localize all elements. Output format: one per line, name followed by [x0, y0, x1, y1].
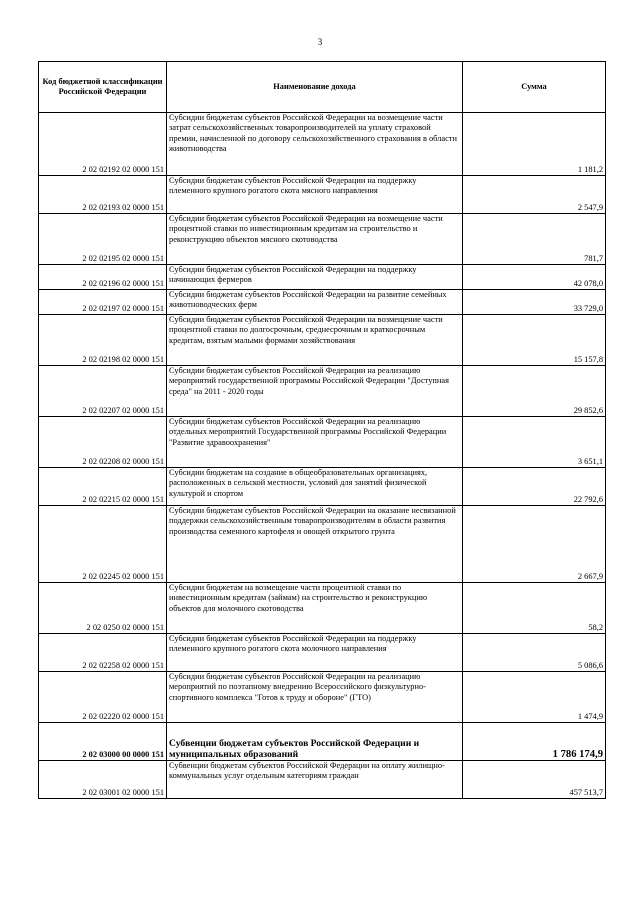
row-sum: 42 078,0 — [463, 265, 606, 290]
header-name: Наименование дохода — [167, 62, 463, 113]
row-sum: 22 792,6 — [463, 468, 606, 506]
row-sum: 1 786 174,9 — [463, 723, 606, 761]
row-sum: 781,7 — [463, 214, 606, 265]
row-code: 2 02 02258 02 0000 151 — [39, 634, 167, 672]
row-name: Субсидии бюджетам субъектов Российской Федерации на возмещение части процентной ставки по инвестиционным кредитам на строительство и реконструкцию объектов мясного скотоводства — [167, 214, 463, 265]
row-name: Субсидии бюджетам субъектов Российской Федерации на реализацию отдельных мероприятий Государственной программы Российской Федерации "Развитие здравоохранения" — [167, 417, 463, 468]
row-code: 2 02 02215 02 0000 151 — [39, 468, 167, 506]
table-row — [39, 583, 606, 634]
table-row — [39, 176, 606, 214]
table-header-row — [39, 62, 606, 113]
table-row — [39, 761, 606, 799]
table-row — [39, 290, 606, 315]
table-row — [39, 634, 606, 672]
row-code: 2 02 02195 02 0000 151 — [39, 214, 167, 265]
table-row — [39, 113, 606, 176]
row-sum: 2 667,9 — [463, 506, 606, 583]
table-row — [39, 723, 606, 761]
header-sum: Сумма — [463, 62, 606, 113]
row-code: 2 02 02192 02 0000 151 — [39, 113, 167, 176]
row-name: Субсидии бюджетам субъектов Российской Федерации на реализацию мероприятий государственной программы Российской Федерации "Доступная среда" на 2011 - 2020 годы — [167, 366, 463, 417]
row-name: Субсидии бюджетам субъектов Российской Федерации на поддержку племенного крупного рогатого скота мясного направления — [167, 176, 463, 214]
row-name: Субсидии бюджетам на создание в общеобразовательных организациях, расположенных в сельской местности, условий для занятий физической культурой и спортом — [167, 468, 463, 506]
table-row — [39, 417, 606, 468]
row-sum: 33 729,0 — [463, 290, 606, 315]
row-name: Субсидии бюджетам на возмещение части процентной ставки по инвестиционным кредитам (займам) на строительство и реконструкцию объектов для молочного скотоводства — [167, 583, 463, 634]
table-row — [39, 468, 606, 506]
row-name: Субсидии бюджетам субъектов Российской Федерации на возмещение части затрат сельскохозяйственных товаропроизводителей на уплату страховой премии, начисленной по договору сельскохозяйственного страхования в области животноводства — [167, 113, 463, 176]
row-name: Субсидии бюджетам субъектов Российской Федерации на развитие семейных животноводческих ферм — [167, 290, 463, 315]
row-sum: 1 181,2 — [463, 113, 606, 176]
table-row — [39, 672, 606, 723]
page-number: 3 — [317, 37, 323, 47]
table-row — [39, 315, 606, 366]
table-row — [39, 265, 606, 290]
row-code: 2 02 03001 02 0000 151 — [39, 761, 167, 799]
table-body — [39, 113, 606, 799]
row-code: 2 02 02193 02 0000 151 — [39, 176, 167, 214]
row-sum: 58,2 — [463, 583, 606, 634]
row-code: 2 02 02197 02 0000 151 — [39, 290, 167, 315]
row-code: 2 02 02196 02 0000 151 — [39, 265, 167, 290]
revenue-table — [38, 61, 606, 799]
row-name: Субсидии бюджетам субъектов Российской Федерации на поддержку племенного крупного рогатого скота молочного направления — [167, 634, 463, 672]
row-sum: 15 157,8 — [463, 315, 606, 366]
row-sum: 1 474,9 — [463, 672, 606, 723]
row-name: Субсидии бюджетам субъектов Российской Федерации на реализацию мероприятий по поэтапному внедрению Всероссийского физкультурно-спортивного комплекса "Готов к труду и обороне" (ГТО) — [167, 672, 463, 723]
row-code: 2 02 02208 02 0000 151 — [39, 417, 167, 468]
row-sum: 5 086,6 — [463, 634, 606, 672]
row-code: 2 02 02245 02 0000 151 — [39, 506, 167, 583]
row-name: Субсидии бюджетам субъектов Российской Федерации на оказание несвязанной поддержки сельскохозяйственным товаропроизводителям в области развития производства семенного картофеля и овощей открытого грунта — [167, 506, 463, 583]
row-name: Субсидии бюджетам субъектов Российской Федерации на возмещение части процентной ставки по долгосрочным, среднесрочным и краткосрочным кредитам, взятым малыми формами хозяйствования — [167, 315, 463, 366]
row-code: 2 02 03000 00 0000 151 — [39, 723, 167, 761]
row-code: 2 02 0250 02 0000 151 — [39, 583, 167, 634]
row-code: 2 02 02207 02 0000 151 — [39, 366, 167, 417]
row-sum: 457 513,7 — [463, 761, 606, 799]
row-name: Субвенции бюджетам субъектов Российской Федерации и муниципальных образований — [167, 723, 463, 761]
row-code: 2 02 02220 02 0000 151 — [39, 672, 167, 723]
row-sum: 29 852,6 — [463, 366, 606, 417]
row-name: Субсидии бюджетам субъектов Российской Федерации на поддержку начинающих фермеров — [167, 265, 463, 290]
row-sum: 2 547,9 — [463, 176, 606, 214]
row-code: 2 02 02198 02 0000 151 — [39, 315, 167, 366]
table-row — [39, 366, 606, 417]
row-sum: 3 651,1 — [463, 417, 606, 468]
table-row — [39, 506, 606, 583]
header-code: Код бюджетной классификации Российской Федерации — [39, 62, 167, 113]
row-name: Субвенции бюджетам субъектов Российской Федерации на оплату жилищно-коммунальных услуг отдельным категориям граждан — [167, 761, 463, 799]
table-row — [39, 214, 606, 265]
